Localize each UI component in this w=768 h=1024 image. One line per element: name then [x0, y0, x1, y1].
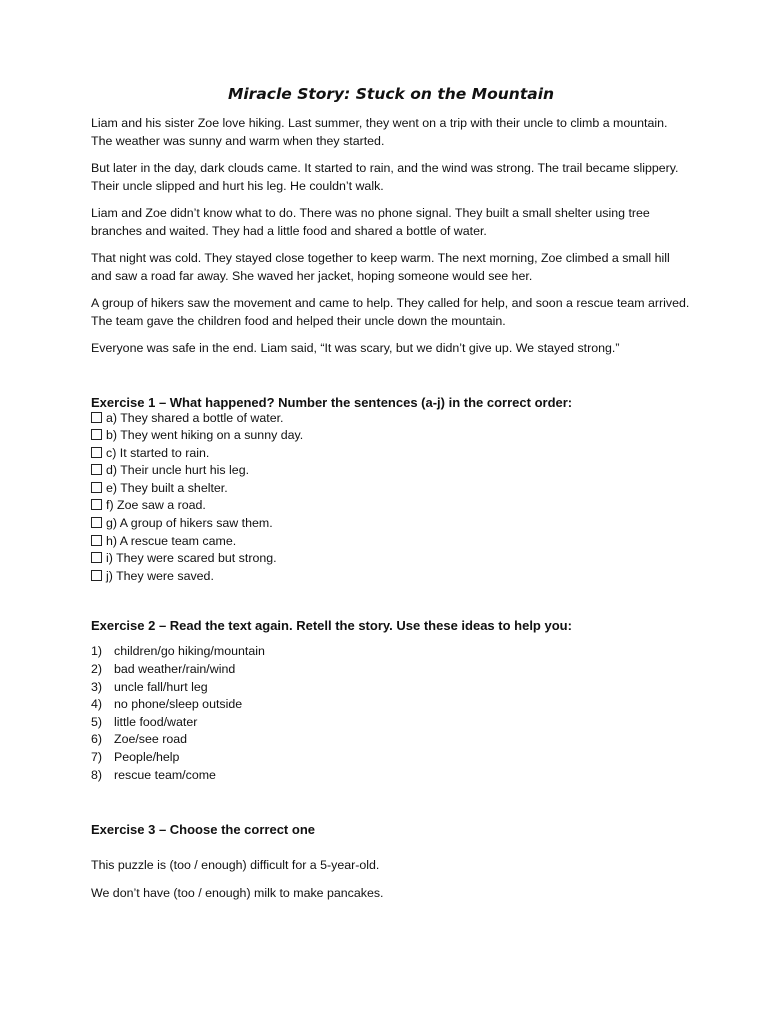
checklist-item[interactable]	[91, 568, 691, 586]
checkbox[interactable]	[91, 429, 102, 440]
checkbox[interactable]	[91, 570, 102, 581]
list-item	[91, 661, 691, 679]
checkbox[interactable]	[91, 552, 102, 563]
checklist-item-label: e) They built a shelter.	[106, 480, 228, 495]
checklist-item[interactable]	[91, 497, 691, 515]
checklist-item[interactable]	[91, 410, 691, 428]
checkbox[interactable]	[91, 535, 102, 546]
checklist-item-label: f) Zoe saw a road.	[106, 498, 206, 513]
checklist-item-label: j) They were saved.	[106, 568, 214, 583]
checklist-item[interactable]	[91, 445, 691, 463]
checklist-item[interactable]	[91, 427, 691, 445]
list-item	[91, 643, 691, 661]
checklist-item-label: g) A group of hikers saw them.	[106, 516, 273, 531]
list-item-number: 6)	[91, 732, 103, 747]
list-item	[91, 749, 691, 767]
list-item	[91, 767, 691, 785]
list-item-number: 7)	[91, 750, 103, 764]
story-paragraph: Liam and Zoe didn’t know what to do. There was no phone signal. They built a small shelter using tree branches and waited. They had a little food and shared a bottle of water.	[91, 206, 650, 238]
checklist-item-label: d) Their uncle hurt his leg.	[106, 463, 250, 478]
story-paragraph: Liam and his sister Zoe love hiking. Last summer, they went on a trip with their uncle to climb a mountain. The weather was sunny and warm when they started.	[91, 116, 668, 148]
story-paragraph: That night was cold. They stayed close together to keep warm. The next morning, Zoe climbed a small hill and saw a road far away. She waved her jacket, hoping someone would see her.	[91, 251, 670, 283]
exercise-2-heading: Exercise 2 – Read the text again. Retell the story. Use these ideas to help you:	[91, 618, 572, 634]
checkbox[interactable]	[91, 499, 102, 510]
checklist-item-label: i) They were scared but strong.	[106, 551, 277, 566]
list-item	[91, 696, 691, 714]
checkbox[interactable]	[91, 464, 102, 475]
exercise-3-sentence: We don’t have (too / enough) milk to make pancakes.	[91, 885, 384, 900]
checklist-item[interactable]	[91, 480, 691, 498]
exercise-3-heading: Exercise 3 – Choose the correct one	[91, 822, 315, 838]
checklist-item-label: a) They shared a bottle of water.	[106, 410, 284, 425]
list-item-number: 4)	[91, 697, 103, 712]
story-title: Miracle Story: Stuck on the Mountain	[227, 85, 555, 103]
exercise-3-sentence: This puzzle is (too / enough) difficult for a 5-year-old.	[91, 858, 380, 873]
list-item-number: 2)	[91, 662, 103, 677]
list-item-number: 1)	[91, 644, 103, 659]
checklist-item[interactable]	[91, 533, 691, 551]
list-item	[91, 679, 691, 697]
list-item	[91, 731, 691, 749]
list-item-text: uncle fall/hurt leg	[114, 679, 208, 694]
checkbox[interactable]	[91, 517, 102, 528]
story-paragraph: But later in the day, dark clouds came. It started to rain, and the wind was strong. The trail became slippery. Their uncle slipped and hurt his leg. He couldn’t walk.	[91, 161, 679, 193]
list-item-text: little food/water	[114, 714, 198, 729]
story-text	[91, 115, 691, 358]
checklist-item[interactable]	[91, 515, 691, 533]
checklist-item[interactable]	[91, 550, 691, 568]
list-item-text: children/go hiking/mountain	[114, 644, 265, 659]
checkbox[interactable]	[91, 412, 102, 423]
checklist-item[interactable]	[91, 462, 691, 480]
checkbox[interactable]	[91, 482, 102, 493]
exercise-1-heading: Exercise 1 – What happened? Number the sentences (a-j) in the correct order:	[91, 394, 573, 410]
checklist-item-label: c) It started to rain.	[106, 445, 210, 460]
list-item-text: bad weather/rain/wind	[114, 662, 236, 677]
exercise-2-list	[91, 643, 691, 784]
checklist-item-label: b) They went hiking on a sunny day.	[106, 428, 304, 443]
story-paragraph: Everyone was safe in the end. Liam said, “It was scary, but we didn’t give up. We stayed strong.”	[91, 341, 620, 355]
list-item	[91, 714, 691, 732]
list-item-text: Zoe/see road	[114, 732, 188, 747]
worksheet-page	[91, 85, 691, 912]
exercise-1-list	[91, 410, 691, 586]
checklist-item-label: h) A rescue team came.	[106, 533, 237, 548]
list-item-text: no phone/sleep outside	[114, 697, 243, 712]
list-item-number: 8)	[91, 767, 103, 782]
list-item-number: 5)	[91, 714, 103, 729]
checkbox[interactable]	[91, 447, 102, 458]
list-item-number: 3)	[91, 679, 103, 694]
list-item-text: rescue team/come	[114, 767, 216, 782]
list-item-text: People/help	[114, 750, 180, 764]
story-paragraph: A group of hikers saw the movement and came to help. They called for help, and soon a rescue team arrived. The team gave the children food and helped their uncle down the mountain.	[91, 296, 690, 328]
